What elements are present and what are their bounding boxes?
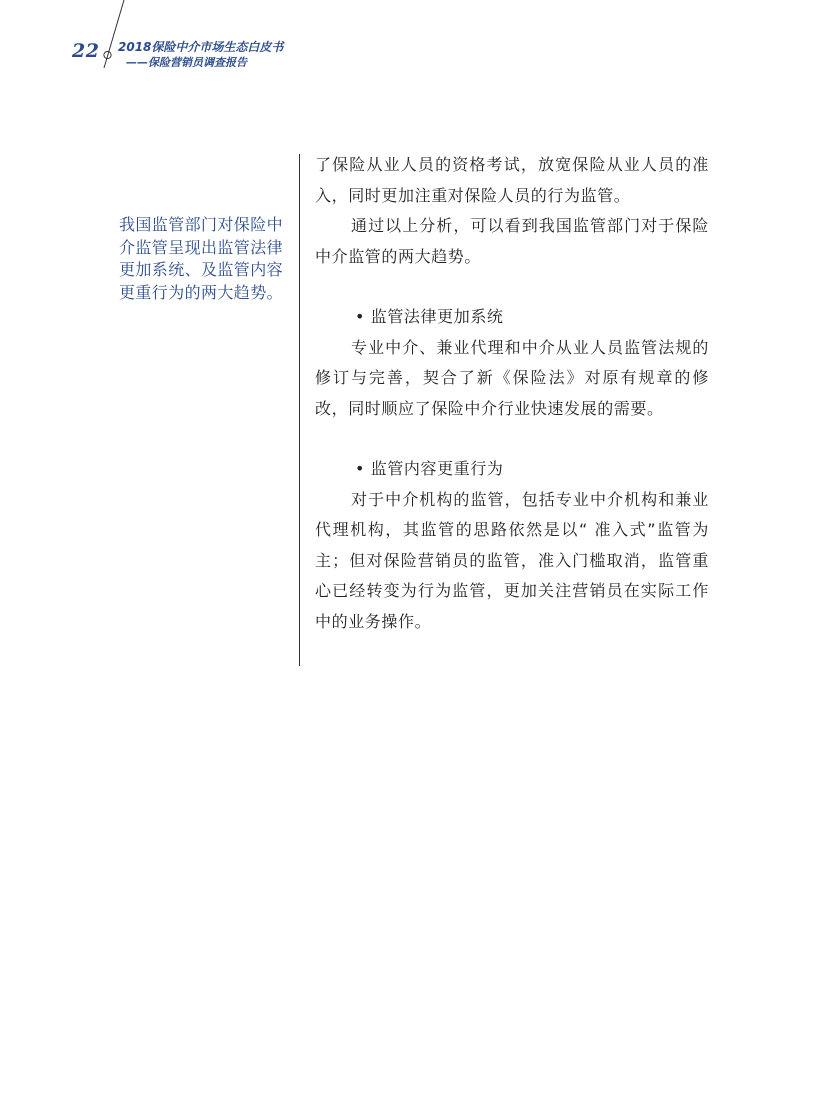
page-number: 22 xyxy=(72,40,100,62)
book-title: 2018保险中介市场生态白皮书 xyxy=(118,40,284,54)
paragraph-4: 对于中介机构的监管，包括专业中介机构和兼业代理机构，其监管的思路依然是以“ 准入式”监管为主；但对保险营销员的监管，准入门槛取消，监管重心已经转变为行为监管，更加关注营销员在实际工作中的业务操作。 xyxy=(315,489,709,631)
sidebar-pull-quote: 我国监管部门对保险中介监管呈现出监管法律更加系统、及监管内容更重行为的两大趋势。 xyxy=(119,215,284,302)
paragraph-2: 通过以上分析，可以看到我国监管部门对于保险中介监管的两大趋势。 xyxy=(315,216,709,266)
paragraph-gap xyxy=(315,272,709,302)
main-text-column xyxy=(315,150,709,637)
paragraph-1: 了保险从业人员的资格考试，放宽保险从业人员的准入，同时更加注重对保险人员的行为监管。 xyxy=(315,155,709,205)
page-header xyxy=(0,0,827,80)
bullet-heading-1: • 监管法律更加系统 xyxy=(355,307,504,326)
column-divider xyxy=(299,154,300,666)
paragraph-gap xyxy=(315,424,709,454)
paragraph-3: 专业中介、兼业代理和中介从业人员监管法规的修订与完善，契合了新《保险法》对原有规章的修改，同时顺应了保险中介行业快速发展的需要。 xyxy=(315,337,709,418)
bullet-heading-2: • 监管内容更重行为 xyxy=(355,459,504,478)
book-subtitle: ——保险营销员调查报告 xyxy=(126,56,247,69)
